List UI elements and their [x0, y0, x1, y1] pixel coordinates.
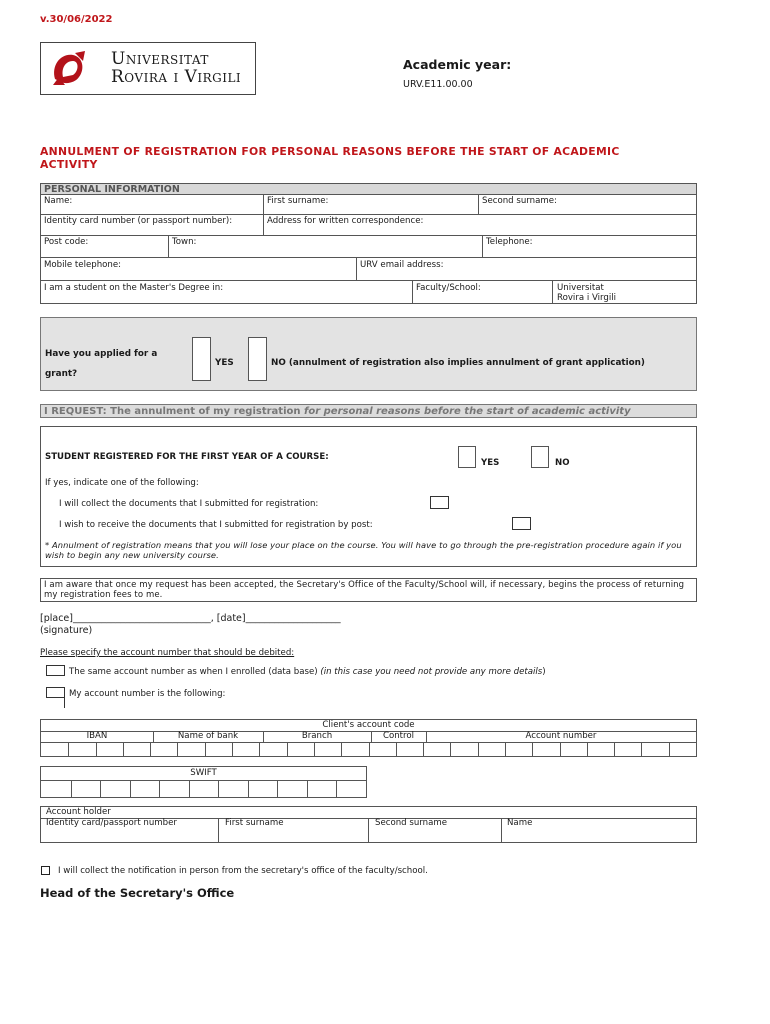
grant-question: Have you applied for a	[45, 349, 158, 359]
masters-degree-field[interactable]	[40, 280, 413, 304]
post-code-label: Post code:	[44, 237, 89, 247]
digit-cell-divider	[259, 742, 260, 756]
head-secretary-office: Head of the Secretary's Office	[40, 886, 235, 900]
collect-documents-label: I will collect the documents that I submitted for registration:	[59, 499, 319, 509]
digit-cell-divider	[532, 742, 533, 756]
version-label: v.30/06/2022	[40, 14, 113, 25]
digit-cell-divider	[189, 780, 190, 797]
urv-emblem-icon	[49, 49, 89, 89]
account-digit-cells[interactable]	[41, 742, 696, 756]
my-account-checkbox[interactable]	[46, 687, 65, 698]
swift-label: SWIFT	[190, 768, 217, 778]
digit-cell-divider	[218, 780, 219, 797]
masters-label: I am a student on the Master's Degree in:	[44, 283, 224, 293]
request-main: The annulment of my registration	[106, 406, 304, 417]
specify-account-label: Please specify the account number that should be debited:	[40, 648, 295, 658]
university-label-1: Universitat	[557, 283, 604, 293]
digit-cell-divider	[369, 742, 370, 756]
holder-first-surname-label[interactable]: First surname	[225, 818, 284, 828]
grant-no-checkbox[interactable]	[248, 337, 267, 381]
post-documents-checkbox[interactable]	[512, 517, 531, 530]
first-year-yes-checkbox[interactable]	[458, 446, 476, 468]
request-text	[44, 405, 631, 418]
grant-no-label: NO (annulment of registration also implies annulment of grant application)	[271, 358, 645, 368]
digit-cell-divider	[248, 780, 249, 797]
document-code: URV.E11.00.00	[403, 79, 473, 90]
digit-cell-divider	[150, 742, 151, 756]
digit-cell-divider	[669, 742, 670, 756]
university-logo	[40, 42, 256, 95]
first-year-section	[40, 426, 697, 567]
digit-cell-divider	[96, 742, 97, 756]
request-italic: for personal reasons before the start of academic activity	[304, 406, 631, 417]
grant-section	[40, 317, 697, 391]
digit-cell-divider	[341, 742, 342, 756]
account-holder-table	[40, 806, 697, 843]
university-label-2: Rovira i Virgili	[557, 293, 617, 303]
form-title-line-2: ACTIVITY	[40, 158, 98, 171]
post-code-field[interactable]	[40, 235, 169, 258]
same-account-close: )	[542, 667, 546, 677]
same-account-text: The same account number as when I enrolled (data base)	[69, 667, 321, 677]
digit-cell-divider	[159, 780, 160, 797]
university-field	[552, 280, 697, 304]
digit-cell-divider	[450, 742, 451, 756]
form-title: ANNULMENT OF REGISTRATION FOR PERSONAL REASONS BEFORE THE START OF ACADEMIC	[40, 145, 620, 158]
second-surname-field[interactable]	[478, 194, 697, 215]
address-label: Address for written correspondence:	[267, 216, 424, 226]
annulment-note: * Annulment of registration means that you will lose your place on the course. You will have to go through the pre-registration procedure again if you wish to begin any new university course.	[45, 540, 682, 560]
same-account-label	[69, 667, 546, 677]
digit-cell-divider	[336, 780, 337, 797]
digit-cell-divider	[277, 780, 278, 797]
digit-cell-divider	[130, 780, 131, 797]
digit-cell-divider	[614, 742, 615, 756]
personal-information-heading: PERSONAL INFORMATION	[44, 184, 180, 195]
first-year-no-checkbox[interactable]	[531, 446, 549, 468]
name-label: Name:	[44, 196, 73, 206]
digit-cell-divider	[68, 742, 69, 756]
digit-cell-divider	[587, 742, 588, 756]
account-number-label: Account number	[525, 731, 597, 741]
digit-cell-divider	[232, 742, 233, 756]
faculty-label: Faculty/School:	[416, 283, 481, 293]
account-number-table	[40, 719, 697, 757]
logo-line-2: Rovira i Virgili	[111, 67, 242, 87]
name-field[interactable]	[40, 194, 264, 215]
telephone-field[interactable]	[482, 235, 697, 258]
telephone-label: Telephone:	[486, 237, 533, 247]
first-year-question: STUDENT REGISTERED FOR THE FIRST YEAR OF A COURSE:	[45, 452, 329, 462]
clients-code-label: Client's account code	[322, 720, 415, 730]
place-date-line[interactable]: [place]_____________________________, [date]____________________	[40, 613, 341, 624]
first-year-no-label: NO	[555, 458, 570, 468]
notification-label: I will collect the notification in person from the secretary's office of the faculty/school.	[58, 866, 428, 876]
second-surname-label: Second surname:	[482, 196, 557, 206]
digit-cell-divider	[71, 780, 72, 797]
grant-yes-label: YES	[215, 358, 234, 368]
collect-documents-checkbox[interactable]	[430, 496, 449, 509]
town-field[interactable]	[168, 235, 483, 258]
digit-cell-divider	[314, 742, 315, 756]
request-bar	[40, 404, 697, 418]
faculty-field[interactable]	[412, 280, 553, 304]
request-prefix: I REQUEST:	[44, 406, 107, 417]
account-holder-label: Account holder	[46, 807, 111, 817]
swift-table	[40, 766, 367, 798]
my-account-label: My account number is the following:	[69, 689, 226, 699]
bank-label: Name of bank	[177, 731, 239, 741]
control-label: Control	[382, 731, 415, 741]
same-account-italic: (in this case you need not provide any more details	[320, 667, 543, 677]
digit-cell-divider	[560, 742, 561, 756]
town-label: Town:	[172, 237, 197, 247]
iban-label: IBAN	[86, 731, 108, 741]
digit-cell-divider	[641, 742, 642, 756]
branch-label: Branch	[301, 731, 333, 741]
notification-checkbox[interactable]	[41, 866, 50, 875]
post-documents-label: I wish to receive the documents that I submitted for registration by post:	[59, 520, 373, 530]
digit-cell-divider	[505, 742, 506, 756]
urv-email-field[interactable]	[356, 257, 697, 281]
urv-email-label: URV email address:	[360, 260, 444, 270]
digit-cell-divider	[423, 742, 424, 756]
grant-yes-checkbox[interactable]	[192, 337, 211, 381]
id-card-field[interactable]	[40, 214, 264, 236]
first-surname-field[interactable]	[263, 194, 479, 215]
digit-cell-divider	[177, 742, 178, 756]
digit-cell-divider	[287, 742, 288, 756]
holder-name-label[interactable]: Name	[507, 818, 533, 828]
same-account-checkbox[interactable]	[46, 665, 65, 676]
mobile-label: Mobile telephone:	[44, 260, 122, 270]
id-card-label: Identity card number (or passport number):	[44, 216, 233, 226]
holder-id-label[interactable]: Identity card/passport number	[46, 818, 177, 828]
digit-cell-divider	[205, 742, 206, 756]
academic-year-label: Academic year:	[403, 57, 512, 72]
mobile-field[interactable]	[40, 257, 357, 281]
signature-label: (signature)	[40, 625, 93, 636]
address-field[interactable]	[263, 214, 697, 236]
digit-cell-divider	[307, 780, 308, 797]
grant-question-2: grant?	[45, 369, 78, 379]
holder-second-surname-label[interactable]: Second surname	[375, 818, 448, 828]
digit-cell-divider	[396, 742, 397, 756]
swift-cells[interactable]	[41, 780, 366, 797]
logo-line-1: Universitat	[111, 49, 209, 69]
first-surname-label: First surname:	[267, 196, 329, 206]
first-year-yes-label: YES	[481, 458, 500, 468]
aware-box	[40, 578, 697, 602]
digit-cell-divider	[123, 742, 124, 756]
digit-cell-divider	[100, 780, 101, 797]
aware-text: I am aware that once my request has been accepted, the Secretary's Office of the Faculty/School will, if necessary, begins the process of returning my registration fees to me.	[44, 580, 685, 600]
digit-cell-divider	[478, 742, 479, 756]
indicate-text: If yes, indicate one of the following:	[45, 478, 199, 488]
